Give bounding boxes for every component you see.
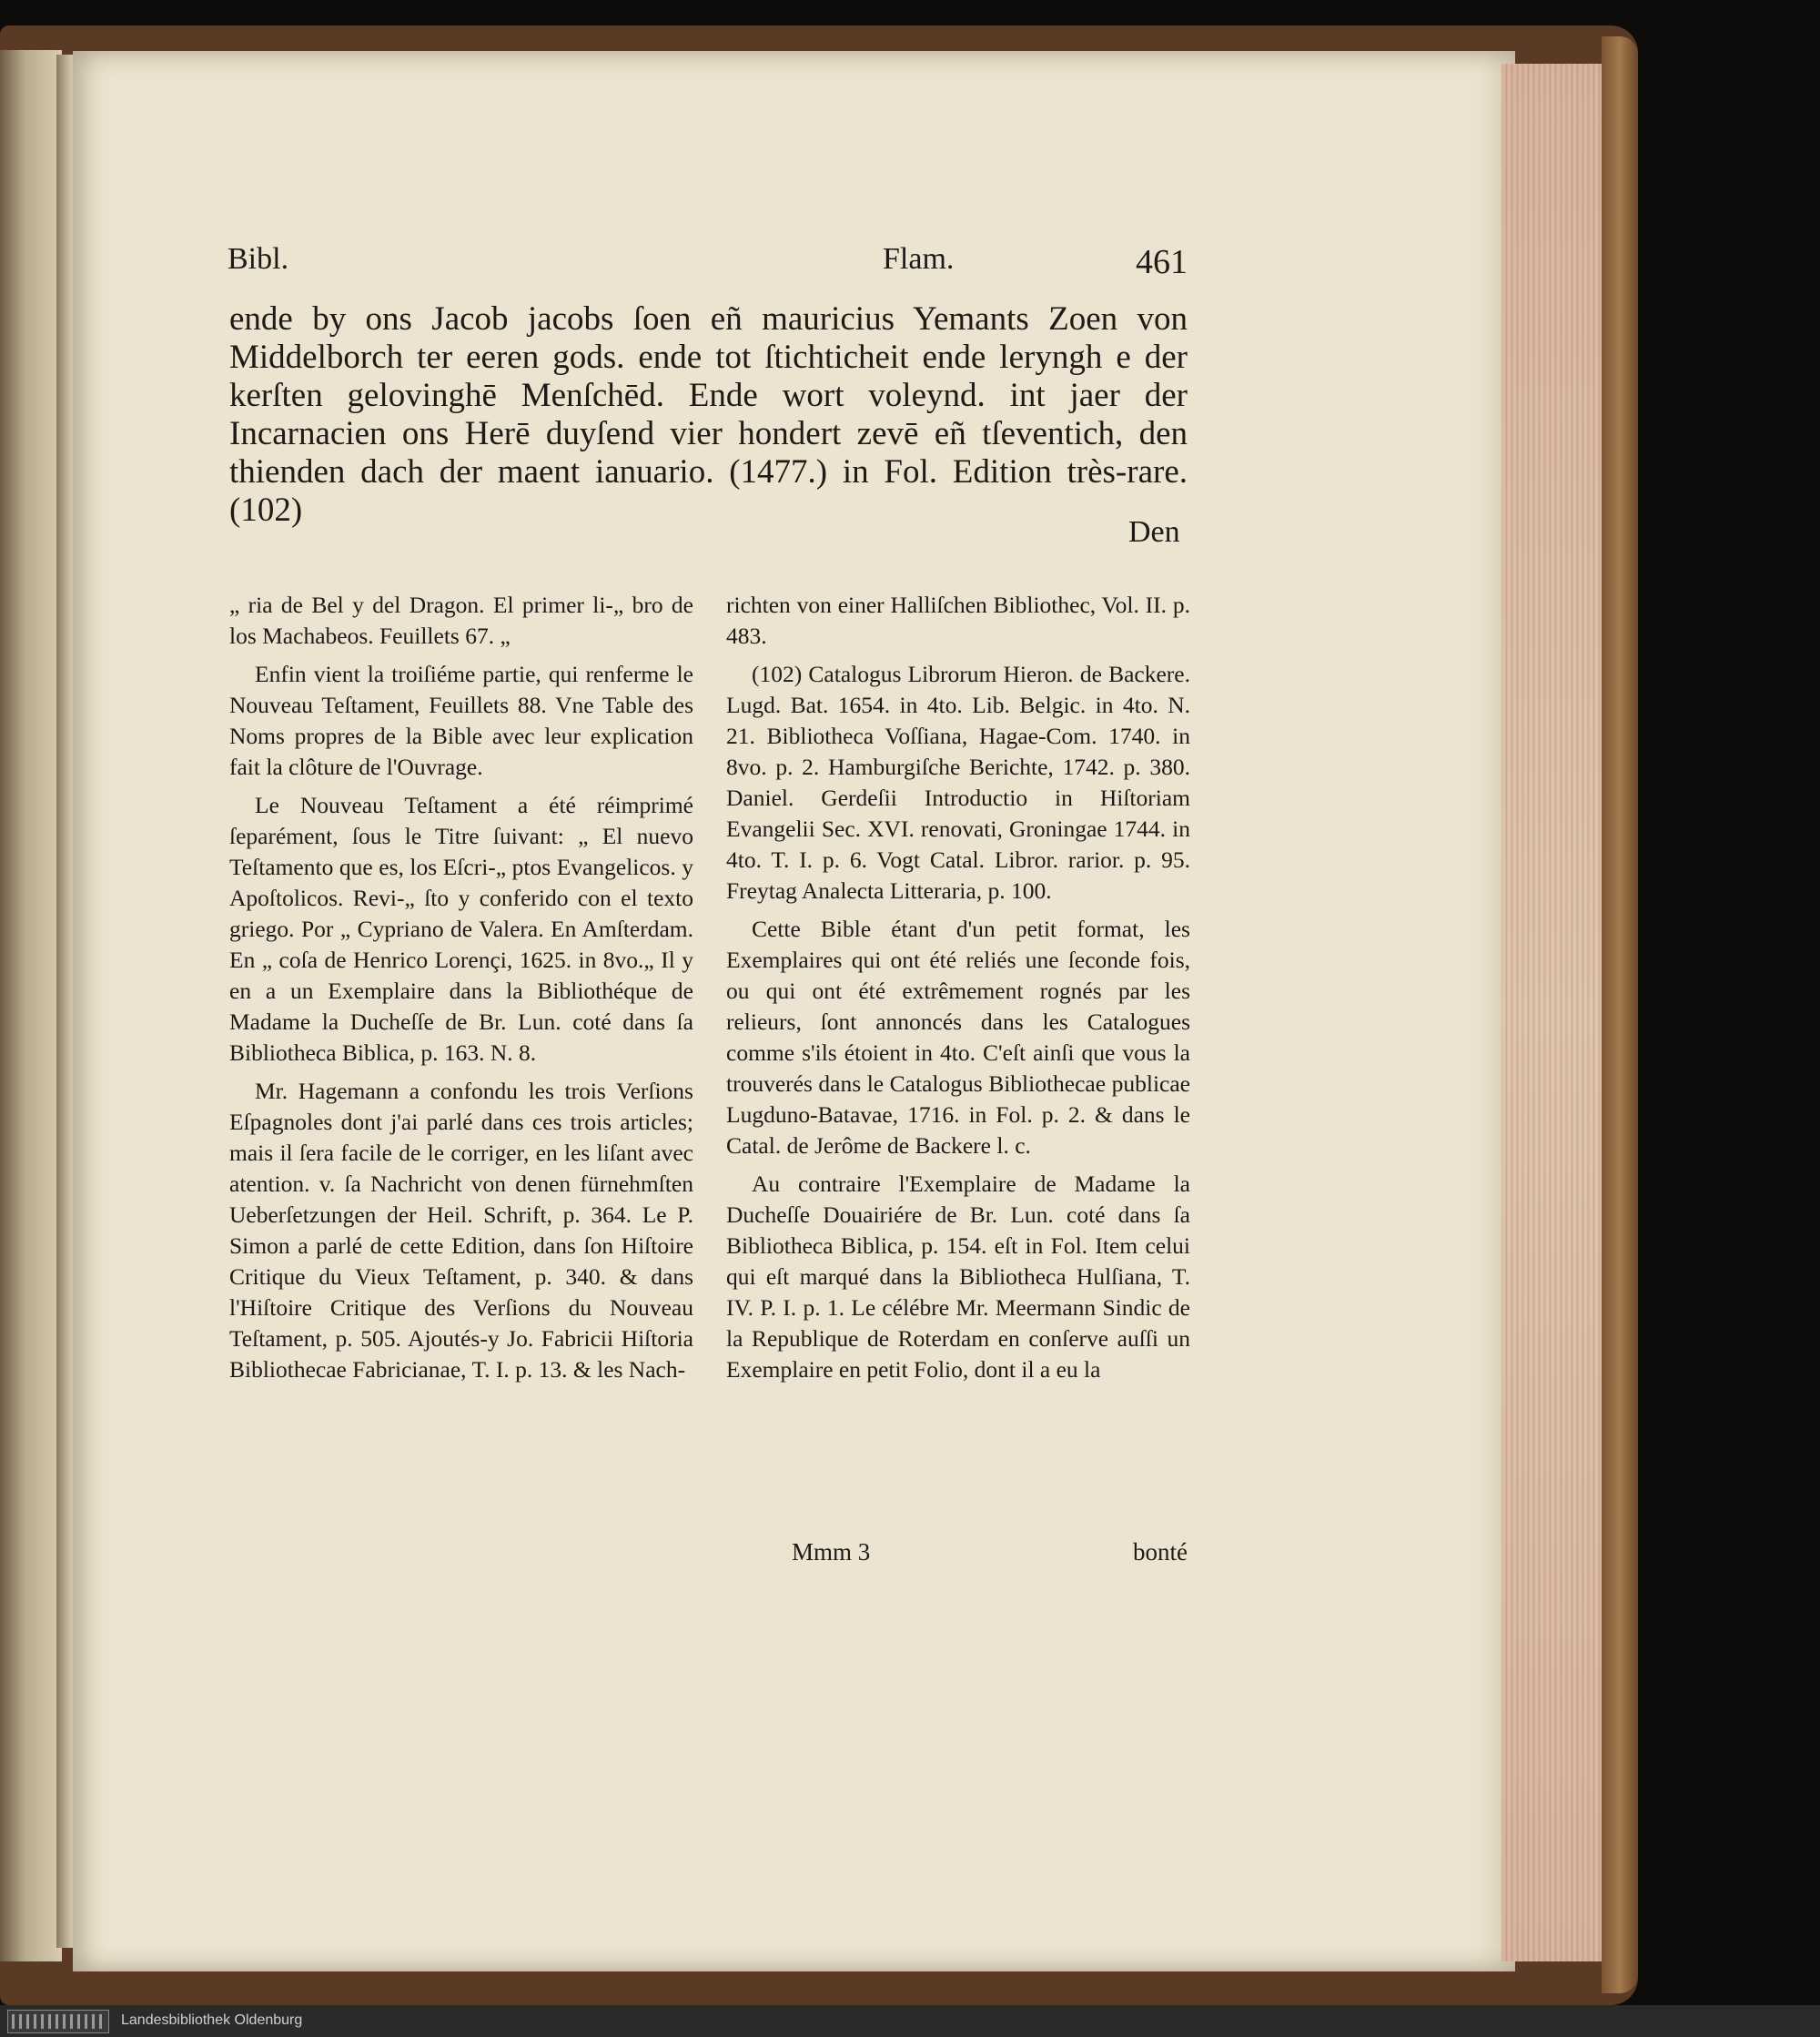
- main-text: ende by ons Jacob jacobs ſoen eñ mauricius Yemants Zoen von Middelborch ter eeren gods. ende tot ſtichticheit ende leryngh e der kerſten gelovinghē Menſchēd. Ende wort voleynd. int jaer der Incarnacien ons Herē duyſend vier hondert zevē eñ tſeventich, den thienden dach der maent ianuario. (1477.) in Fol. Edition très-rare. (102): [229, 300, 1188, 529]
- left-column: [229, 590, 693, 1393]
- library-building-icon: [7, 2010, 109, 2033]
- left-paragraph: „ ria de Bel y del Dragon. El primer li-„ bro de los Machabeos. Feuillets 67. „: [229, 592, 693, 649]
- page-number: 461: [1136, 243, 1188, 281]
- left-page-edge: [0, 50, 62, 1961]
- main-paragraph: [229, 300, 1188, 530]
- signature-mark: Mmm 3: [792, 1538, 871, 1566]
- cover-edge: [1602, 36, 1638, 1993]
- library-name[interactable]: Landesbibliothek Oldenburg: [121, 2012, 303, 2028]
- right-paragraph: Cette Bible étant d'un petit format, les Exemplaires qui ont été reliés une ſeconde fois, ou qui ont été extrêmement rognés par les relieurs, ſont annoncés dans les Catalogues comme s'ils étoient in 4to. C'eſt ainſi que vous la trouverés dans le Catalogus Bibliothecae publicae Lugduno-Batavae, 1716. in Fol. p. 2. & dans le Catal. de Jerôme de Backere l. c.: [726, 916, 1190, 1159]
- page-fore-edge: [1502, 64, 1611, 1961]
- right-column: [726, 590, 1190, 1393]
- left-paragraph: Mr. Hagemann a confondu les trois Verſions Eſpagnoles dont j'ai parlé dans ces trois articles; mais il ſera facile de le corriger, en les liſant avec atention. v. ſa Nachricht von denen fürnehmſten Ueberſetzungen der Heil. Schrift, p. 364. Le P. Simon a parlé de cette Edition, dans ſon Hiſtoire Critique du Vieux Teſtament, p. 340. & dans l'Hiſtoire Critique des Verſions du Nouveau Teſtament, p. 505. Ajoutés-y Jo. Fabricii Hiſtoria Bibliothecae Fabricianae, T. I. p. 13. & les Nach-: [229, 1078, 693, 1383]
- header-center: Flam.: [883, 242, 955, 276]
- right-paragraph: richten von einer Halliſchen Bibliothec, Vol. II. p. 483.: [726, 592, 1190, 649]
- running-header: [228, 242, 1188, 288]
- page-footer: [792, 1538, 1188, 1575]
- left-paragraph: Enfin vient la troiſiéme partie, qui renferme le Nouveau Teſtament, Feuillets 88. Vne Table des Noms propres de la Bible avec leur explication fait la clôture de l'Ouvrage.: [229, 661, 693, 780]
- header-left: Bibl.: [228, 242, 289, 276]
- right-paragraph: Au contraire l'Exemplaire de Madame la Ducheſſe Douairiére de Br. Lun. coté dans ſa Bibliotheca Biblica, p. 154. eſt in Fol. Item celui qui eſt marqué dans la Bibliotheca Hulſiana, T. IV. P. I. p. 1. Le célébre Mr. Meermann Sindic de la Republique de Roterdam en conſerve auſſi un Exemplaire en petit Folio, dont il a eu la: [726, 1171, 1190, 1383]
- footnote-102: (102) Catalogus Librorum Hieron. de Backere. Lugd. Bat. 1654. in 4to. Lib. Belgic. in 4to. N. 21. Bibliotheca Voſſiana, Hagae-Com. 1740. in 8vo. p. 2. Hamburgiſche Berichte, 1742. p. 380. Daniel. Gerdeſii Introductio in Hiſtoriam Evangelii Sec. XVI. renovati, Groningae 1744. in 4to. T. I. p. 6. Vogt Catal. Libror. rarior. p. 95. Freytag Analecta Litteraria, p. 100.: [726, 661, 1190, 904]
- left-paragraph: Le Nouveau Teſtament a été réimprimé ſeparément, ſous le Titre ſuivant: „ El nuevo Teſtamento que es, los Eſcri-„ ptos Evangelicos. y Apoſtolicos. Revi-„ ſto y conferido con el texto griego. Por „ Cypriano de Valera. En Amſterdam. En „ coſa de Henrico Lorençi, 1625. in 8vo.„ Il y en a un Exemplaire dans la Bibliothéque de Madame la Ducheſſe de Br. Lun. coté dans ſa Bibliotheca Biblica, p. 163. N. 8.: [229, 792, 693, 1066]
- catchword-footer: bonté: [1133, 1538, 1188, 1566]
- library-bar: [0, 2005, 1820, 2037]
- catchword-main: Den: [1128, 515, 1180, 549]
